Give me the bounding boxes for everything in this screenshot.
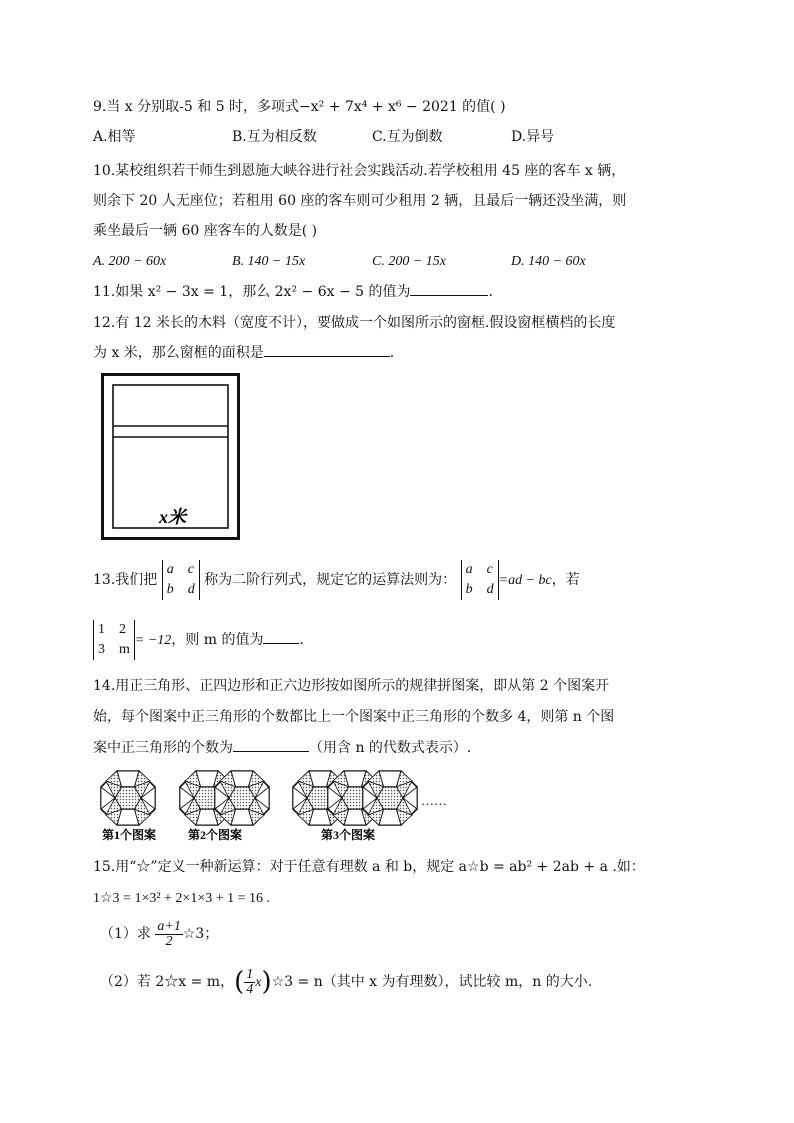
pattern-3-unit-3 (363, 771, 417, 825)
q10-stem-line1: 10.某校组织若干师生到恩施大峡谷进行社会实践活动.若学校租用 45 座的客车 x 辆， (93, 163, 626, 179)
q15-stem-line1: 15.用“☆”定义一种新运算：对于任意有理数 a 和 b，规定 a☆b = ab² + 2ab + a .如： (93, 859, 645, 875)
q14-pre: 案中正三角形的个数为 (93, 740, 233, 756)
fraction-denominator: 4 (246, 981, 254, 997)
window-width-label: x米 (159, 507, 186, 527)
q15-part2-pre: （2）若 2☆x = m， (100, 974, 235, 990)
q14-stem-line1: 14.用正三角形、正四边形和正六边形按如图所示的规律拼图案，即从第 2 个图案开 (93, 678, 610, 694)
q9-option-b: B.互为相反数 (232, 129, 317, 145)
fraction-denominator: 2 (165, 933, 173, 949)
q15-part2-fraction (244, 968, 255, 997)
det-row: b d (166, 582, 195, 597)
det-row: 3 m (98, 642, 130, 657)
q12-text: 为 x 米，那么窗框的面积是 (93, 345, 264, 361)
q13-ask: ，则 m 的值为 (171, 632, 264, 648)
fraction-numerator: a+1 (157, 918, 181, 934)
det-symbol-1 (162, 560, 200, 600)
q13-line2 (93, 620, 304, 661)
q10-stem-line3: 乘坐最后一辆 60 座客车的人数是( ) (93, 223, 318, 239)
q13-mid: 称为二阶行列式，规定它的运算法则为： (204, 572, 457, 588)
q13-rule: =ad − bc (498, 573, 552, 588)
q13-end: . (299, 632, 304, 648)
pattern-1-unit (101, 771, 155, 825)
q15-part2-var: x (255, 975, 262, 990)
q13-given-eq: = −12 (134, 633, 172, 648)
q12-stem-line2 (93, 342, 394, 364)
q12-stem-line1: 12.有 12 米长的木料（宽度不计），要做成一个如图所示的窗框.假设窗框横档的长度 (93, 315, 616, 331)
fraction-numerator: 1 (246, 966, 254, 982)
det-row: a c (465, 562, 493, 577)
q14-stem-line3 (93, 737, 471, 759)
det-row: b d (465, 582, 494, 597)
q15-part1-pre: （1）求 (100, 926, 151, 942)
tiling-patterns-figure (95, 768, 465, 848)
q14-answer-blank[interactable] (233, 737, 309, 752)
pattern-3-caption: 第3个图案 (321, 828, 376, 842)
q10-option-d: D. 140 − 60x (511, 254, 586, 269)
det-row: a c (166, 562, 194, 577)
det-row: 1 2 (98, 622, 126, 637)
q9-option-c: C.互为倒数 (372, 129, 443, 145)
q11-text: 11.如果 x² − 3x = 1，那么 2x² − 6x − 5 的值为 (93, 284, 411, 300)
q13-pre: 13.我们把 (93, 572, 158, 588)
q12-end: . (389, 345, 395, 361)
pattern-2-caption: 第2个图案 (188, 828, 243, 842)
q9-option-d: D.异号 (511, 129, 555, 145)
q15-part2-post: ☆3 = n（其中 x 为有理数），试比较 m，n 的大小. (271, 974, 593, 990)
det-symbol-2 (461, 560, 499, 600)
q13-post: ，若 (551, 572, 580, 588)
q11-end: . (488, 284, 493, 300)
q15-example: 1☆3 = 1×3² + 2×1×3 + 1 = 16 . (93, 891, 271, 906)
q10-option-b: B. 140 − 15x (232, 254, 306, 269)
q10-stem-line2: 则余下 20 人无座位；若租用 60 座的客车则可少租用 2 辆，且最后一辆还没坐满，则 (93, 193, 627, 209)
pattern-ellipsis: …… (421, 793, 447, 808)
q15-part1 (100, 916, 218, 952)
q10-option-a: A. 200 − 60x (93, 254, 167, 269)
q13-line1 (93, 560, 580, 601)
pattern-2-unit-2 (215, 771, 269, 825)
q15-part1-fraction (155, 920, 182, 949)
q10-option-c: C. 200 − 15x (372, 254, 446, 269)
q12-answer-blank[interactable] (264, 342, 390, 357)
q11-stem (93, 281, 493, 303)
q14-post: （用含 n 的代数式表示）. (309, 740, 472, 756)
q11-answer-blank[interactable] (410, 281, 488, 296)
pattern-1-caption: 第1个图案 (102, 828, 157, 842)
window-frame-figure (101, 373, 241, 541)
q15-part1-post: ☆3； (182, 926, 219, 942)
q14-stem-line2: 始，每个图案中正三角形的个数都比上一个图案中正三角形的个数多 4，则第 n 个图 (93, 709, 615, 725)
q13-answer-blank[interactable] (263, 629, 299, 644)
det-given (93, 620, 135, 660)
q9-stem: 9.当 x 分别取-5 和 5 时，多项式−x² + 7x⁴ + x⁶ − 2021 的值( ) (93, 99, 506, 115)
q9-option-a: A.相等 (93, 129, 136, 145)
q15-part2: （2）若 2☆x = m，( $\frac{1}{4}$ x)☆3 = n（其中 x 为有理数），试比较 m，n 的大小. (100, 966, 593, 997)
